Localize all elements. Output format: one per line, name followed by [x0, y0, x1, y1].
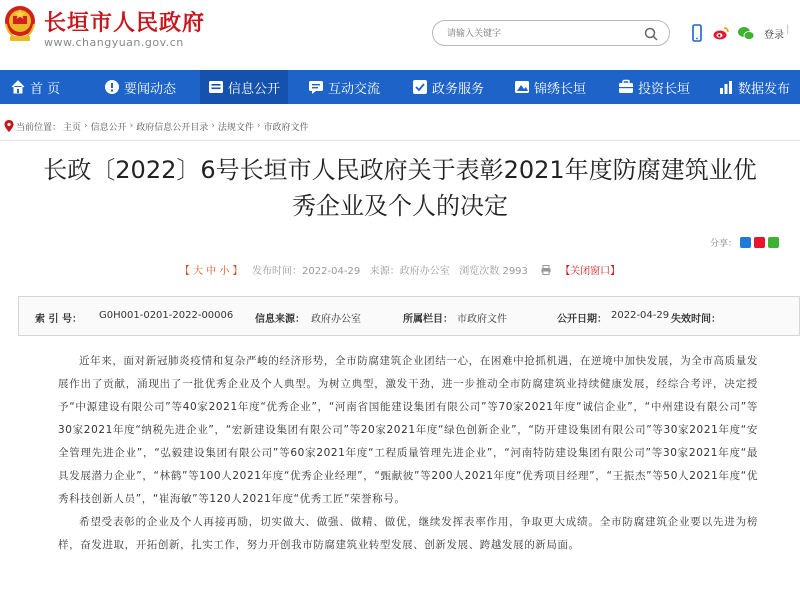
article-meta [0, 262, 800, 277]
nav-item-invest[interactable] [618, 70, 710, 104]
breadcrumb-regulations[interactable]: 法规文件 [217, 122, 254, 133]
search-box [432, 20, 670, 46]
article-title-line: 长政〔2022〕6号长垣市人民政府关于表彰2021年度防腐建筑业优 [43, 156, 757, 184]
source-label: 信息来源： [255, 314, 305, 325]
publish-time: 发布时间：2022-04-29 [252, 266, 361, 277]
breadcrumb-sep: › [256, 121, 261, 131]
site-header [0, 0, 800, 70]
nav-item-news[interactable] [104, 70, 194, 104]
breadcrumb-info-public[interactable]: 信息公开 [90, 122, 127, 133]
location-pin-icon [4, 120, 14, 132]
column-label: 所属栏目： [403, 314, 453, 325]
date-label: 公开日期： [557, 314, 607, 325]
info-icon [208, 79, 224, 95]
wechat-icon[interactable] [737, 24, 755, 42]
share-bar [710, 236, 779, 249]
data-icon [718, 79, 734, 95]
nav-item-data[interactable] [718, 70, 800, 104]
print-icon[interactable] [541, 265, 551, 275]
index-label: 索 引 号： [35, 314, 82, 325]
article-body [58, 350, 758, 557]
nav-item-info-public[interactable] [200, 70, 288, 104]
breadcrumb [0, 118, 800, 134]
divider [0, 140, 800, 141]
nav-item-label: 锦绣长垣 [534, 81, 587, 97]
nav-item-scenery[interactable] [514, 70, 596, 104]
nav-item-home[interactable] [10, 70, 82, 104]
login-separator: | [786, 24, 790, 35]
nav-item-interaction[interactable] [308, 70, 400, 104]
article-title [20, 152, 780, 224]
nav-item-label: 政务服务 [432, 81, 485, 97]
breadcrumb-catalog[interactable]: 政府信息公开目录 [136, 122, 209, 133]
site-name[interactable]: 长垣市人民政府 [44, 11, 206, 36]
search-input[interactable] [447, 25, 637, 43]
body-paragraph: 近年来，面对新冠肺炎疫情和复杂严峻的经济形势，全市防腐建筑企业团结一心，在困难中抢抓机遇，在逆境中加快发展，为全市高质量发展作出了贡献，涌现出了一批优秀企业及个人典型。为树立典型，激发干劲，进一步推动全市防腐建筑业持续健康发展，经综合考评，决定授予“中源建设有限公司”等40家2021年度“优秀企业”，“河南省国能建设集团有限公司”等70家2021年度“诚信企业”，“中州建设有限公司”等30家2021年度“纳税先进企业”，“宏新建设集团有限公司”等20家2021年度“绿色创新企业”，“防开建设集团有限公司”等30家2021年度“安全管理先进企业”，“弘毅建设集团有限公司”等60家2021年度“工程质量管理先进企业”，“河南特防建设集团有限公司”等30家2021年度“最具发展潜力企业”，“林鹤”等100人2021年度“优秀企业经理”，“甄献彼”等200人2021年度“优秀项目经理”，“王振杰”等50人2021年度“优秀科技创新人员”，“崔海敏”等120人2021年度“优秀工匠”荣誉称号。 [58, 355, 758, 505]
invest-icon [618, 79, 634, 95]
column-value: 市政府文件 [457, 314, 507, 325]
share-wechat-icon[interactable] [768, 237, 779, 248]
breadcrumb-sep: › [211, 121, 215, 131]
chat-icon [308, 79, 324, 95]
source-value: 政府办公室 [311, 314, 361, 325]
share-weibo-icon[interactable] [754, 237, 765, 248]
service-icon [412, 79, 428, 95]
login-link[interactable]: 登录 [764, 30, 784, 41]
font-size-switch[interactable]: 【 大 中 小 】 [179, 266, 243, 277]
breadcrumb-prefix: 当前位置： [16, 122, 62, 133]
close-window-link[interactable]: 【关闭窗口】 [560, 266, 621, 277]
share-qzone-icon[interactable] [740, 237, 751, 248]
nav-item-label: 要闻动态 [124, 81, 177, 97]
expire-label: 失效时间： [671, 314, 721, 325]
national-emblem-icon[interactable] [2, 4, 38, 44]
site-domain: www.changyuan.gov.cn [44, 36, 184, 49]
share-label: 分享： [710, 239, 738, 249]
breadcrumb-sep: › [129, 121, 134, 131]
nav-item-label: 首 页 [30, 81, 61, 97]
nav-item-label: 互动交流 [328, 81, 381, 97]
mobile-icon[interactable] [688, 24, 706, 42]
nav-item-label: 投资长垣 [638, 81, 691, 97]
news-icon [104, 79, 120, 95]
nav-item-gov-service[interactable] [412, 70, 504, 104]
index-value: G0H001-0201-2022-00006 [99, 310, 234, 321]
date-value: 2022-04-29 [611, 310, 670, 321]
article-title-line: 秀企业及个人的决定 [292, 192, 508, 220]
nav-item-label: 信息公开 [228, 81, 281, 97]
breadcrumb-city-docs[interactable]: 市政府文件 [263, 122, 309, 133]
article-source: 来源：政府办公室 [369, 266, 450, 277]
scenery-icon [514, 79, 530, 95]
weibo-icon[interactable] [712, 24, 730, 42]
view-count: 浏览次数 2993 [459, 266, 528, 277]
document-info-box [18, 296, 800, 336]
breadcrumb-home[interactable]: 主页 [63, 122, 82, 133]
body-paragraph: 希望受表彰的企业及个人再接再励，切实做大、做强、做精、做优，继续发挥表率作用，争取更大成绩。全市防腐建筑企业要以先进为榜样，奋发进取，开拓创新，扎实工作，努力开创我市防腐建筑业转型发展、创新发展、跨越发展的新局面。 [58, 516, 758, 551]
home-icon [10, 79, 26, 95]
breadcrumb-sep: › [84, 121, 88, 131]
main-nav [0, 70, 800, 104]
search-icon[interactable] [643, 26, 659, 42]
nav-item-label: 数据发布 [738, 81, 791, 97]
